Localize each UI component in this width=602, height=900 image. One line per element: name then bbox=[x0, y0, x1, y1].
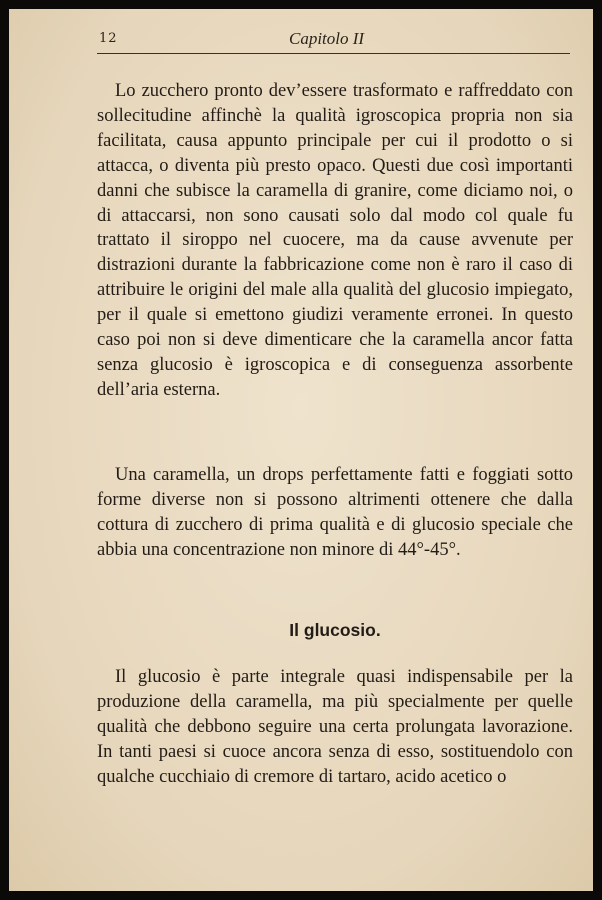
page-number: 12 bbox=[99, 31, 118, 46]
running-head: Capitolo II bbox=[289, 29, 365, 48]
paragraph-3: Il glucosio è parte integrale quasi indispensabile per la produzione della caramella, ma più specialmente per quelle qualità che debbono seguire una certa prolungata lavorazione. In tanti paesi si cuoce ancora senza di esso, sostituendolo con qualche cucchiaio di cremore di tartaro, acido acetico o bbox=[97, 667, 573, 787]
paragraph-1-block bbox=[97, 79, 573, 403]
paragraph-2-block bbox=[97, 463, 573, 563]
section-heading: Il glucosio. bbox=[289, 620, 381, 640]
paragraph-1: Lo zucchero pronto dev’essere trasformato e raffreddato con sollecitudine affinchè la qualità igroscopica propria non sia facilitata, causa appunto principale per cui il prodotto o si attacca, o diventa più presto opaco. Questi due così importanti danni che subisce la caramella di granire, come diciamo noi, o di attaccarsi, non sono causati solo dal modo col quale fu trattato il siroppo nel cuocere, ma da cause avvenute per distrazioni durante la fabbricazione come non è raro il caso di attribuire le origini del male alla qualità del glucosio impiegato, per il quale si emettono giudizi veramente erronei. In questo caso poi non si deve dimenticare che la caramella ancor fatta senza glucosio è igroscopica e di conseguenza assorbente dell’aria esterna. bbox=[97, 81, 573, 400]
paragraph-2: Una caramella, un drops perfettamente fatti e foggiati sotto forme diverse non si possono altrimenti ottenere che dalla cottura di zucchero di prima qualità e di glucosio speciale che abbia una concentrazione non minore di 44°-45°. bbox=[97, 465, 573, 560]
book-page bbox=[9, 9, 593, 891]
paragraph-3-block bbox=[97, 665, 573, 790]
header-rule bbox=[97, 53, 570, 54]
